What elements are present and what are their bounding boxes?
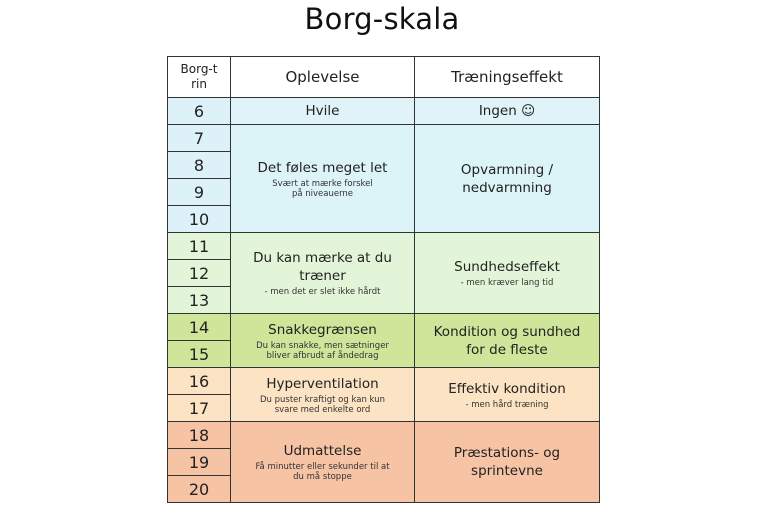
table-row [168,233,600,260]
borg-level-cell: 20 [168,476,231,503]
effekt-sublabel: - men hård træning [465,399,549,410]
borg-level-cell: 7 [168,125,231,152]
effekt-cell-ingen [415,98,600,125]
page-title: Borg-skala [304,2,460,36]
oplevelse-cell-meget-let [231,125,415,233]
oplevelse-label: Hvile [305,103,340,119]
oplevelse-cell-udmattelse [231,422,415,503]
header-borg-trin-label: Borg-trin [180,62,218,91]
effekt-label: Opvarmning / nedvarmning [460,161,554,196]
borg-level-cell: 9 [168,179,231,206]
oplevelse-sublabel: Få minutter eller sekunder til at du må stoppe [255,462,390,482]
table-row [168,125,600,152]
effekt-sublabel: - men kræver lang tid [460,278,554,288]
table-row [168,368,600,395]
borg-level-cell: 13 [168,287,231,314]
oplevelse-label: Snakkegrænsen [268,321,377,338]
borg-level-cell: 12 [168,260,231,287]
table-row [168,422,600,449]
effekt-label: Effektiv kondition [448,380,566,397]
effekt-label: Kondition og sundhed for de fleste [433,323,581,358]
effekt-cell-sundhedseffekt [415,233,600,314]
borg-level-cell: 19 [168,449,231,476]
header-borg-trin [168,57,231,98]
effekt-cell-opvarmning [415,125,600,233]
borg-level-cell: 15 [168,341,231,368]
table-row [168,314,600,341]
table-row [168,98,600,125]
oplevelse-label: Du kan mærke at du træner [253,250,392,284]
header-oplevelse: Oplevelse [231,57,415,98]
borg-level-cell: 8 [168,152,231,179]
borg-level-cell: 6 [168,98,231,125]
header-traeningseffekt: Træningseffekt [415,57,600,98]
effekt-cell-effektiv-kondition [415,368,600,422]
borg-scale-table [167,56,600,503]
borg-level-cell: 16 [168,368,231,395]
borg-level-cell: 11 [168,233,231,260]
oplevelse-cell-snakkegraensen [231,314,415,368]
oplevelse-cell-hvile [231,98,415,125]
borg-level-cell: 14 [168,314,231,341]
oplevelse-label: Udmattelse [283,443,362,459]
oplevelse-sublabel: Du puster kraftigt og kan kun svare med enkelte ord [259,394,385,415]
effekt-cell-praestation [415,422,600,503]
borg-level-cell: 17 [168,395,231,422]
effekt-cell-kondition-sundhed [415,314,600,368]
oplevelse-cell-hyperventilation [231,368,415,422]
oplevelse-label: Det føles meget let [257,159,388,176]
borg-level-cell: 18 [168,422,231,449]
header-row [168,57,600,98]
oplevelse-sublabel: Du kan snakke, men sætninger bliver afbrudt af åndedrag [256,340,389,361]
effekt-label: Sundhedseffekt [454,259,560,275]
effekt-label: Præstations- og sprintevne [453,445,561,479]
oplevelse-label: Hyperventilation [266,375,379,392]
borg-level-cell: 10 [168,206,231,233]
oplevelse-sublabel: - men det er slet ikke hårdt [264,287,381,297]
oplevelse-cell-maerke [231,233,415,314]
effekt-label: Ingen ☺ [478,103,536,119]
oplevelse-sublabel: Svært at mærke forskel på niveauerne [272,178,373,199]
